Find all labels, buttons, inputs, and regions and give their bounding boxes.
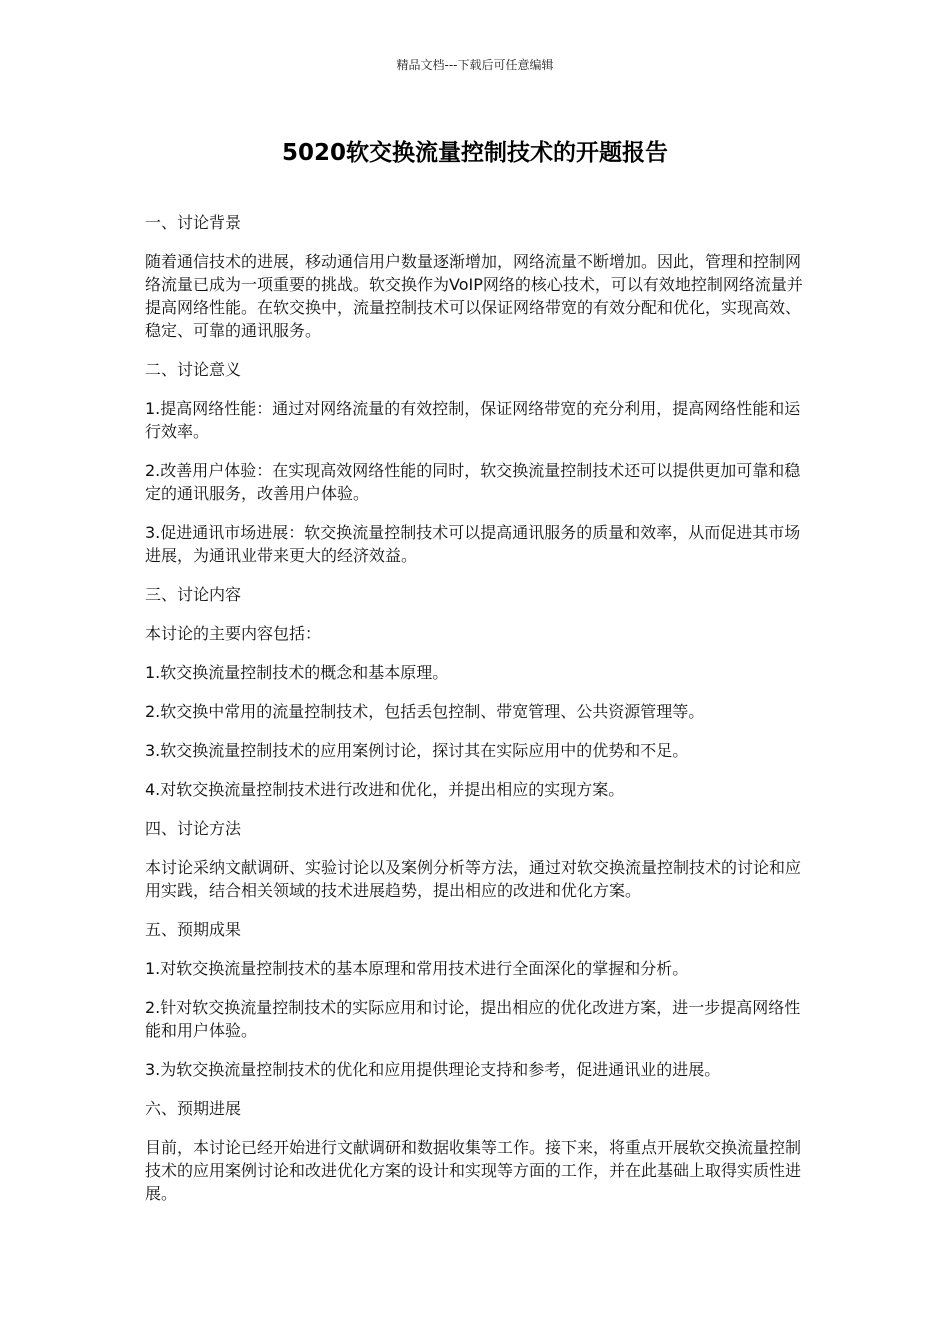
section-heading: 三、讨论内容	[145, 585, 242, 604]
page-header-watermark: 精品文档---下载后可任意编辑	[396, 58, 554, 72]
paragraph: 3.为软交换流量控制技术的优化和应用提供理论支持和参考，促进通讯业的进展。	[145, 1060, 721, 1079]
paragraph: 1.提高网络性能：通过对网络流量的有效控制，保证网络带宽的充分利用，提高网络性能和运行效率。	[145, 399, 801, 441]
paragraph: 1.对软交换流量控制技术的基本原理和常用技术进行全面深化的掌握和分析。	[145, 959, 689, 978]
paragraph: 3.促进通讯市场进展：软交换流量控制技术可以提高通讯服务的质量和效率，从而促进其市场进展，为通讯业带来更大的经济效益。	[145, 523, 801, 565]
section-significance	[145, 358, 810, 567]
section-content	[145, 583, 810, 801]
paragraph: 1.软交换流量控制技术的概念和基本原理。	[145, 663, 449, 682]
section-heading: 五、预期成果	[145, 920, 242, 939]
section-method	[145, 817, 810, 902]
document-title: 5020软交换流量控制技术的开题报告	[281, 140, 668, 166]
section-background	[145, 211, 810, 342]
section-heading: 六、预期进展	[145, 1099, 242, 1118]
paragraph: 随着通信技术的进展，移动通信用户数量逐渐增加，网络流量不断增加。因此，管理和控制网络流量已成为一项重要的挑战。软交换作为VoIP网络的核心技术，可以有效地控制网络流量并提高网络性能。在软交换中，流量控制技术可以保证网络带宽的有效分配和优化，实现高效、稳定、可靠的通讯服务。	[145, 252, 803, 340]
paragraph: 2.改善用户体验：在实现高效网络性能的同时，软交换流量控制技术还可以提供更加可靠和稳定的通讯服务，改善用户体验。	[145, 461, 801, 503]
paragraph: 2.软交换中常用的流量控制技术，包括丢包控制、带宽管理、公共资源管理等。	[145, 702, 705, 721]
paragraph: 3.软交换流量控制技术的应用案例讨论，探讨其在实际应用中的优势和不足。	[145, 741, 689, 760]
section-expected-results	[145, 918, 810, 1081]
paragraph: 4.对软交换流量控制技术进行改进和优化，并提出相应的实现方案。	[145, 780, 625, 799]
document-body	[145, 211, 810, 1221]
section-expected-progress	[145, 1097, 810, 1205]
paragraph: 本讨论的主要内容包括：	[145, 624, 322, 643]
paragraph: 2.针对软交换流量控制技术的实际应用和讨论，提出相应的优化改进方案，进一步提高网络性能和用户体验。	[145, 998, 801, 1040]
paragraph: 目前，本讨论已经开始进行文献调研和数据收集等工作。接下来，将重点开展软交换流量控制技术的应用案例讨论和改进优化方案的设计和实现等方面的工作，并在此基础上取得实质性进展。	[145, 1138, 802, 1203]
section-heading: 二、讨论意义	[145, 360, 242, 379]
paragraph: 本讨论采纳文献调研、实验讨论以及案例分析等方法，通过对软交换流量控制技术的讨论和应用实践，结合相关领域的技术进展趋势，提出相应的改进和优化方案。	[145, 858, 802, 900]
section-heading: 一、讨论背景	[145, 213, 242, 232]
section-heading: 四、讨论方法	[145, 819, 242, 838]
